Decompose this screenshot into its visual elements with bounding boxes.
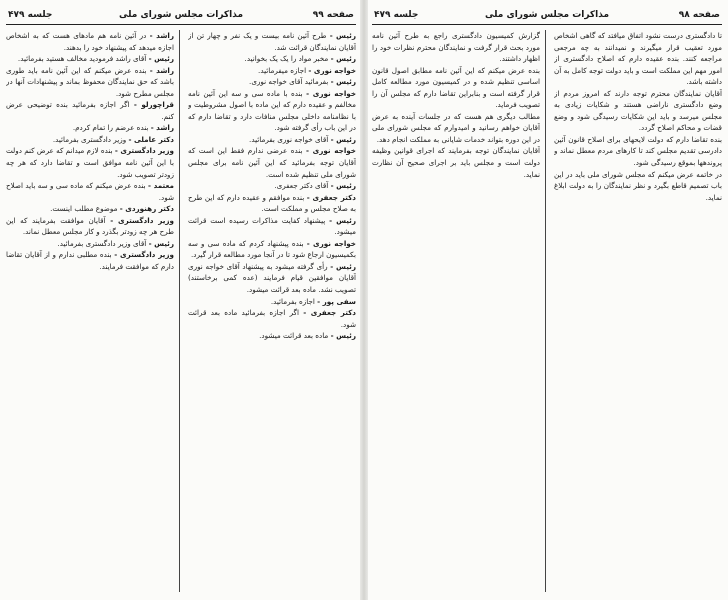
speaker-name: رئیس -: [330, 77, 356, 87]
speaker-name: راشد -: [149, 31, 174, 40]
paragraph-text: آقایان نمایندگان محترم توجه دارند که امروز مردم از وضع دادگستری ناراضی هستند و شکایات زیادی به مجلس میرسد و باید این شکایات رسیدگی شود و وضع قضات و محاکم اصلاح گردد.: [554, 88, 722, 133]
column-left: [372, 30, 540, 592]
paragraph: [554, 169, 722, 204]
speaker-name: دکتر جعفری -: [306, 192, 356, 202]
paragraph-text: در آئین نامه هم مادهای هست که به اشخاص اجازه میدهد که پیشنهاد خود را بدهند.: [6, 31, 174, 52]
paragraph: [554, 134, 722, 169]
speaker-name: معتمد -: [148, 181, 174, 191]
paragraph-text: بفرمائید آقای خواجه نوری.: [249, 77, 329, 87]
paragraph: [188, 30, 356, 53]
speaker-name: رئیس -: [330, 134, 356, 144]
column-divider: [545, 30, 546, 592]
page-label: صفحه ۹۸: [678, 10, 720, 20]
paragraph: [188, 65, 356, 77]
paragraph-text: تا دادگستری درست نشود اتفاق میافتد که گاهی اشخاص مورد تعقیب قرار میگیرند و نمیدانند به چه مرجعی مراجعه کنند. بنده عقیده دارم که اصلاح دادگستری از امور مهم این مملکت است و باید دولت توجه کامل به آن داشته باشد.: [554, 31, 722, 87]
paragraph-text: بنده عرضم را تمام کردم.: [72, 123, 149, 133]
paragraph: [6, 30, 174, 53]
paragraph: [6, 65, 174, 100]
speaker-name: رئیس -: [148, 238, 174, 248]
column-left: [6, 30, 174, 592]
page-header: [6, 8, 356, 25]
paragraph: [372, 145, 540, 180]
speaker-name: وزیر دادگستری -: [114, 250, 174, 260]
paragraph-text: بنده عرضی ندارم فقط این است که آقایان توجه بفرمائید که این آئین نامه برای مجلس شورای ملی تنظیم شده است.: [188, 146, 356, 179]
paragraph-text: بنده عرض میکنم که ماده سی و سه باید اصلاح شود.: [6, 181, 174, 202]
paragraph-text: مخبر مواد را یک یک بخوانید.: [244, 54, 329, 64]
paragraph-text: آقای خواجه نوری بفرمائید.: [249, 134, 329, 144]
paragraph-text: وزیر دادگستری بفرمائید.: [52, 134, 127, 144]
paragraph: [188, 192, 356, 215]
paragraph: [188, 76, 356, 88]
paragraph-text: آقای وزیر دادگستری بفرمائید.: [57, 238, 147, 248]
session-label: جلسه ۴۷۹: [374, 10, 419, 20]
paragraph-text: آقای راشد فرمودید مخالف هستید بفرمائید.: [17, 54, 147, 64]
paragraph: [188, 134, 356, 146]
paragraph: [188, 238, 356, 261]
speaker-name: رئیس -: [148, 54, 174, 64]
speaker-name: رئیس -: [330, 54, 356, 64]
paragraph-text: بنده پیشنهاد کردم که ماده سی و سه بکمیسیون ارجاع شود تا در آنجا مورد مطالعه قرار گیرد.: [188, 238, 356, 260]
column-divider: [179, 30, 180, 592]
book-gutter: [360, 0, 368, 600]
column-right: [188, 30, 356, 592]
speaker-name: راشد -: [149, 65, 174, 75]
session-label: جلسه ۴۷۹: [8, 10, 53, 20]
paragraph: [372, 111, 540, 146]
speaker-name: خواجه نوری -: [306, 88, 356, 98]
speaker-name: رئیس -: [330, 181, 356, 191]
paragraph-text: بنده مطلبی ندارم و از آقایان تقاضا دارم که موافقت فرمایند.: [6, 250, 174, 271]
speaker-name: سفی پور -: [317, 296, 356, 306]
paragraph: [6, 145, 174, 180]
speaker-name: دکتر جعفری -: [303, 308, 356, 318]
paragraph: [6, 122, 174, 134]
paragraph: [6, 134, 174, 146]
paragraph-text: در خاتمه عرض میکنم که مجلس شورای ملی باید در این باب تصمیم قاطع بگیرد و نظر نمایندگان را به دولت ابلاغ نماید.: [554, 169, 722, 202]
paragraph-text: طرح آئین نامه بیست و یک نفر و چهار تن از آقایان نمایندگان قرائت شد.: [188, 31, 356, 52]
column-right: [554, 30, 722, 592]
paragraph: [554, 30, 722, 88]
paragraph-text: اجازه بفرمائید.: [270, 296, 315, 306]
speaker-name: خواجه نوری -: [305, 146, 356, 156]
paragraph-text: بنده عرض میکنم که این آئین نامه مطابق اصول قانون اساسی تنظیم شده و در کمیسیون مورد مطالعه کامل قرار گرفته است و بنابراین تقاضا دارم که مجلس آن را تصویب فرماید.: [372, 65, 540, 110]
paragraph-text: مطالب دیگری هم هست که در جلسات آینده به عرض آقایان خواهم رسانید و امیدوارم که مجلس شورای ملی در این دوره بتواند خدمات شایانی به مملکت انجام دهد.: [372, 111, 540, 144]
paragraph: [188, 145, 356, 180]
paragraph: [6, 53, 174, 65]
speaker-name: قراچورلو -: [133, 100, 174, 110]
paragraph: [372, 30, 540, 65]
paragraph: [6, 249, 174, 272]
paragraph: [554, 88, 722, 134]
paragraph-text: اگر اجازه بفرمائید بنده توضیحی عرض کنم.: [6, 100, 174, 121]
paragraph-text: گزارش کمیسیون دادگستری راجع به طرح آئین نامه مورد بحث قرار گرفت و نمایندگان محترم نظرات خود را اظهار داشتند.: [372, 31, 540, 64]
page-title: مذاکرات مجلس شورای ملی: [118, 10, 244, 20]
page-title: مذاکرات مجلس شورای ملی: [484, 10, 610, 20]
paragraph-text: بنده با ماده سی و سه این آئین نامه مخالفم و عقیده دارم که این ماده با اصول مشروطیت و با نظامنامه داخلی مجلس منافات دارد و تقاضا دارم که در این باب رأی گرفته شود.: [188, 88, 356, 133]
paragraph-text: موضوع مطلب اینست.: [50, 204, 118, 214]
paragraph: [6, 238, 174, 250]
paragraph: [6, 180, 174, 203]
speaker-name: رئیس -: [329, 31, 356, 40]
paragraph: [188, 53, 356, 65]
paragraph-text: بنده عرض میکنم که این آئین نامه باید طوری باشد که حق نمایندگان محفوظ بماند و پیشنهادات آنها در مجلس مطرح شود.: [6, 65, 174, 98]
paragraph: [6, 203, 174, 215]
paragraph: [188, 296, 356, 308]
paragraph-text: اگر اجازه بفرمائید ماده بعد قرائت شود.: [188, 308, 356, 329]
paragraph: [188, 307, 356, 330]
page-header: [372, 8, 722, 25]
paragraph: [188, 180, 356, 192]
paragraph-text: ماده بعد قرائت میشود.: [259, 331, 329, 341]
speaker-name: رئیس -: [330, 331, 356, 341]
page-label: صفحه ۹۹: [312, 10, 354, 20]
paragraph: [188, 88, 356, 134]
paragraph: [188, 215, 356, 238]
speaker-name: خواجه نوری -: [308, 65, 356, 75]
paragraph-text: اجازه میفرمائید.: [258, 65, 307, 75]
speaker-name: رئیس -: [330, 261, 356, 271]
paragraph: [6, 99, 174, 122]
speaker-name: دکتر عاملی -: [128, 134, 174, 144]
paragraph-text: بنده تقاضا دارم که دولت لایحهای برای اصلاح قانون آئین دادرسی تقدیم مجلس کند تا کارهای مردم معطل نماند و پروندهها بموقع رسیدگی شود.: [554, 134, 722, 168]
paragraph: [188, 261, 356, 296]
paragraph-text: آقایان موافقت بفرمایند که این طرح هر چه زودتر بگذرد و کار مجلس معطل نماند.: [6, 215, 174, 237]
left-page: [6, 8, 356, 592]
speaker-name: وزیر دادگستری -: [110, 215, 174, 225]
speaker-name: خواجه نوری -: [306, 238, 356, 248]
speaker-name: وزیر دادگستری -: [114, 146, 174, 156]
paragraph-text: رأی گرفته میشود به پیشنهاد آقای خواجه نوری آقایان موافقین قیام فرمایند (عده کمی برخاستند) تصویب نشد. ماده بعد قرائت میشود.: [188, 261, 356, 295]
speaker-name: راشد -: [150, 123, 174, 133]
paragraph-text: بنده لازم میدانم که عرض کنم دولت با این آئین نامه موافق است و تقاضا دارد که هر چه زودتر تصویب شود.: [6, 146, 174, 179]
speaker-name: رئیس -: [329, 215, 356, 225]
paragraph-text: آقای دکتر جعفری.: [274, 181, 329, 191]
paragraph: [188, 330, 356, 342]
paragraph-text: آقایان نمایندگان توجه بفرمایند که اجرای قوانین وظیفه دولت است و مجلس باید بر اجرای صحیح آن نظارت نماید.: [372, 146, 540, 179]
right-page: [372, 8, 722, 592]
paragraph-text: پیشنهاد کفایت مذاکرات رسیده است قرائت میشود.: [188, 215, 356, 237]
paragraph: [6, 215, 174, 238]
paragraph: [372, 65, 540, 111]
page-columns: [372, 30, 722, 592]
page-columns: [6, 30, 356, 592]
speaker-name: دکتر رهنوردی -: [119, 204, 174, 214]
paragraph-text: بنده موافقم و عقیده دارم که این طرح به صلاح مجلس و مملکت است.: [188, 192, 356, 214]
